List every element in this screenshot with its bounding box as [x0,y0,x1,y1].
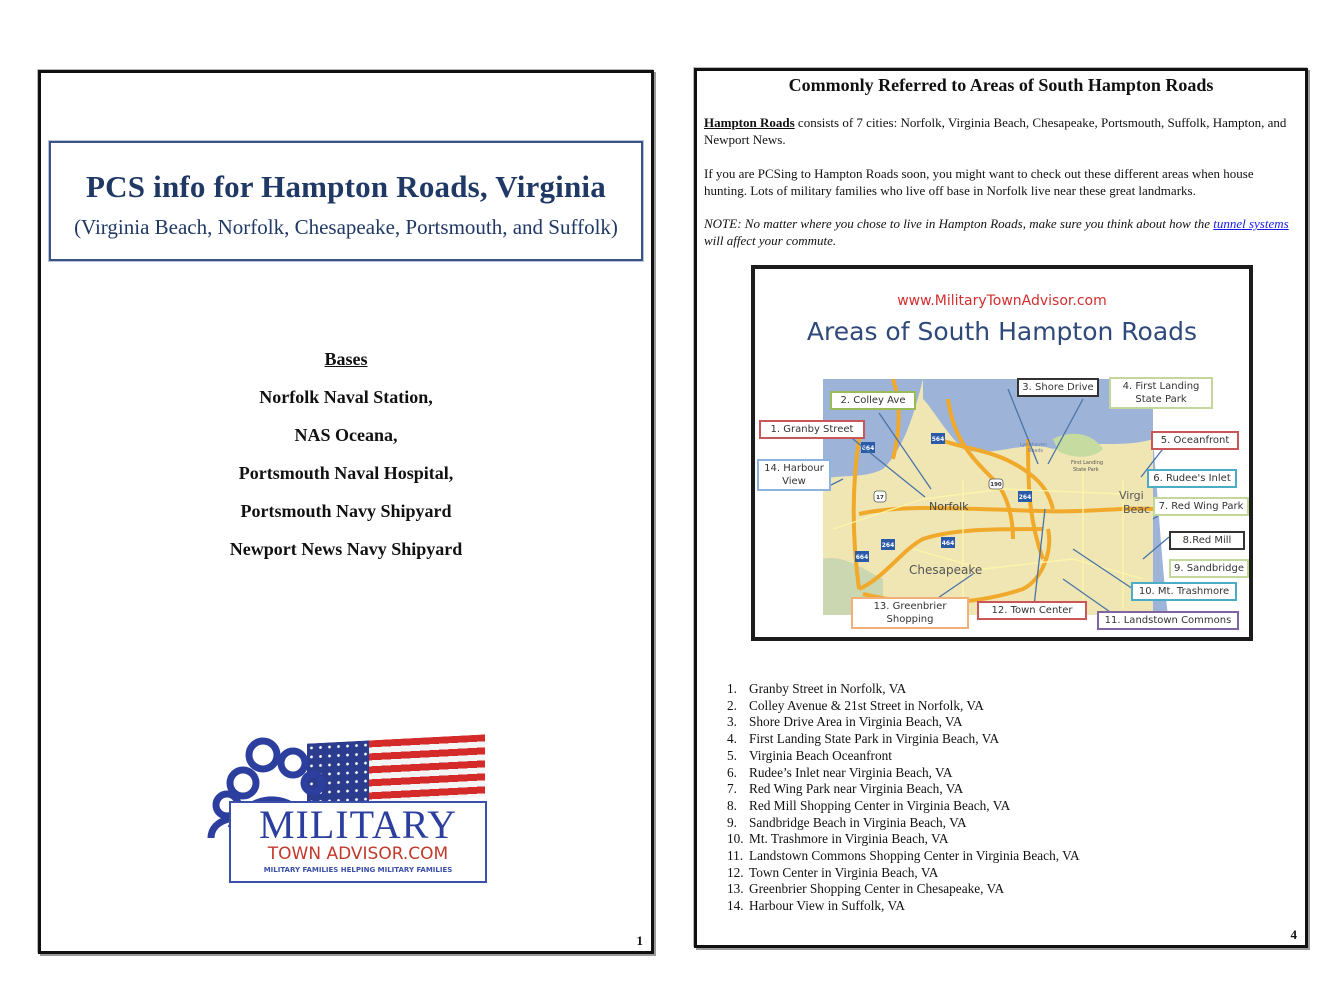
note-text-b: will affect your commute. [704,233,837,248]
document-page-1 [38,70,654,954]
list-item: 13. Greenbrier Shopping Center in Chesapeake, VA [727,881,1005,897]
map-title: Areas of South Hampton Roads [806,317,1198,346]
svg-text:564: 564 [931,436,945,443]
document-page-4 [694,68,1308,948]
callout-greenbrier-shopping: 13. Greenbrier Shopping [851,597,969,629]
list-item: 4. First Landing State Park in Virginia Beach, VA [727,731,1000,747]
american-flag-icon [307,734,485,805]
callout-first-landing: 4. First Landing State Park [1109,377,1213,409]
callout-oceanfront: 5. Oceanfront [1151,431,1239,450]
svg-text:Roads: Roads [1028,448,1044,454]
base-item: Newport News Navy Shipyard [229,539,463,559]
page-number: 4 [1290,927,1297,942]
callout-granby-street: 1. Granby Street [759,420,865,439]
list-item: 2. Colley Avenue & 21st Street in Norfolk, VA [727,697,984,713]
callout-sandbridge: 9. Sandbridge [1169,559,1249,578]
note-paragraph [704,215,1299,249]
list-item: 6. Rudee’s Inlet near Virginia Beach, VA [727,764,953,780]
list-item: 12. Town Center in Virginia Beach, VA [727,864,939,880]
svg-text:Lynnhaven: Lynnhaven [1020,442,1048,448]
page-number: 1 [636,933,643,948]
callout-red-mill: 8.Red Mill [1169,531,1245,550]
list-item: 5. Virginia Beach Oceanfront [727,747,892,763]
svg-text:664: 664 [855,554,869,561]
list-item: 1. Granby Street in Norfolk, VA [727,681,907,696]
hampton-roads-label: Hampton Roads [704,115,795,130]
bases-heading: Bases [324,349,368,369]
page-subtitle: (Virginia Beach, Norfolk, Chesapeake, Portsmouth, and Suffolk) [74,215,618,239]
intro-text: consists of 7 cities: Norfolk, Virginia Beach, Chesapeake, Portsmouth, Suffolk, Hampton, and Newport News. [704,115,1287,147]
svg-text:264: 264 [1018,494,1032,501]
svg-text:State Park: State Park [1073,467,1099,473]
logo-line-2: TOWN ADVISOR.COM [267,844,449,864]
title-box [49,141,643,261]
svg-text:Beac: Beac [1123,503,1151,516]
callout-landstown-commons: 11. Landstown Commons [1097,611,1239,630]
areas-map-figure [751,265,1253,641]
intro-paragraph [704,114,1299,148]
list-item: 8. Red Mill Shopping Center in Virginia Beach, VA [727,797,1011,813]
logo-text-box [229,801,487,883]
svg-text:Chesapeake: Chesapeake [909,563,983,577]
svg-text:Norfolk: Norfolk [929,500,969,513]
callout-red-wing-park: 7. Red Wing Park [1153,497,1249,516]
logo-tagline: MILITARY FAMILIES HELPING MILITARY FAMILIES [263,866,453,874]
svg-text:264: 264 [881,542,895,549]
callout-mt-trashmore: 10. Mt. Trashmore [1131,582,1237,601]
note-text-a: NOTE: No matter where you chose to live in Hampton Roads, make sure you think about how the [704,216,1214,231]
military-town-advisor-logo [199,733,491,893]
base-item: Portsmouth Navy Shipyard [240,501,452,521]
list-item: 9. Sandbridge Beach in Virginia Beach, VA [727,814,967,830]
logo-line-1: MILITARY [258,802,458,847]
list-item: 14. Harbour View in Suffolk, VA [727,898,905,914]
pcs-paragraph: If you are PCSing to Hampton Roads soon, you might want to check out these different areas when house hunting. Lots of military families who live off base in Norfolk live near these great landmarks. [704,166,1254,198]
base-item: NAS Oceana, [294,425,398,445]
list-item: 11. Landstown Commons Shopping Center in Virginia Beach, VA [727,848,1080,864]
list-item: 3. Shore Drive Area in Virginia Beach, VA [727,714,963,730]
list-item: 7. Red Wing Park near Virginia Beach, VA [727,781,964,797]
road-map-graphic [823,379,1179,615]
svg-text:First Landing: First Landing [1071,460,1104,466]
svg-text:664: 664 [861,445,875,452]
svg-text:464: 464 [941,540,955,547]
base-item: Portsmouth Naval Hospital, [238,463,454,483]
callout-rudees-inlet: 6. Rudee's Inlet [1147,469,1237,488]
callout-colley-ave: 2. Colley Ave [830,391,916,410]
tunnel-systems-link[interactable]: tunnel systems [1213,216,1289,231]
callout-town-center: 12. Town Center [977,601,1087,620]
callout-harbour-view: 14. Harbour View [757,459,831,491]
base-item: Norfolk Naval Station, [259,387,433,407]
bases-section [41,349,651,577]
page-title: Commonly Referred to Areas of South Hampton Roads [788,75,1214,95]
map-image [823,379,1179,615]
map-url: www.MilitaryTownAdvisor.com [897,293,1107,309]
areas-list [727,681,1080,915]
callout-shore-drive: 3. Shore Drive [1017,378,1099,397]
list-item: 10. Mt. Trashmore in Virginia Beach, VA [727,831,949,847]
svg-text:190: 190 [990,482,1002,488]
svg-text:17: 17 [876,495,884,501]
svg-text:Virgi: Virgi [1119,489,1144,502]
page-title: PCS info for Hampton Roads, Virginia [86,169,606,204]
